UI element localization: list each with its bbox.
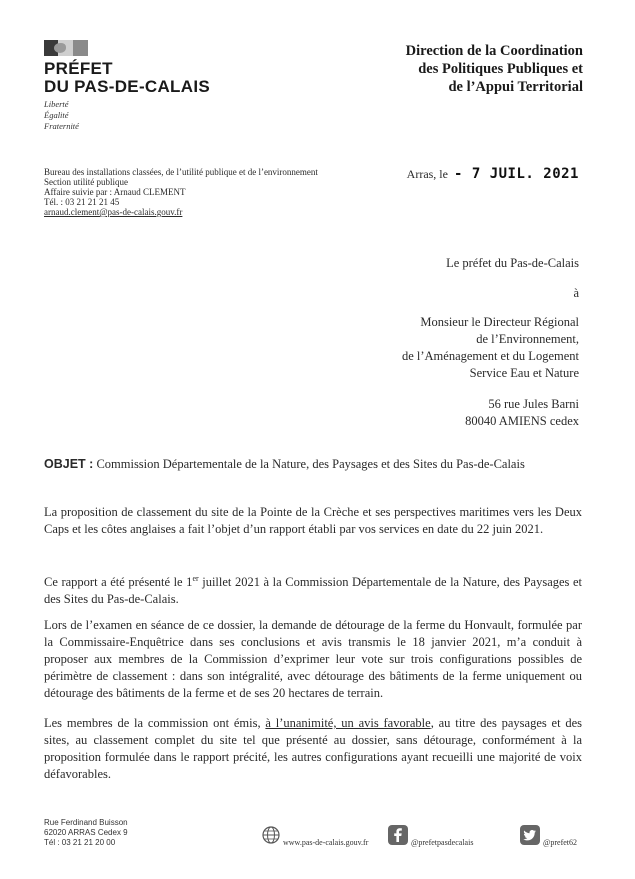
footer-street: Rue Ferdinand Buisson [44,818,128,827]
paragraph-4-underlined: à l’unanimité, un avis favorable [265,716,431,730]
paragraph-2-sup: er [192,574,199,583]
footer-twitter-text: @prefet62 [543,837,578,847]
paragraph-2-start: Ce rapport a été présenté le 1 [44,575,193,590]
recipient [402,314,579,382]
recipient-line-2: de l’Environnement, [476,332,579,346]
logo-line-2: DU PAS-DE-CALAIS [44,77,210,96]
direction-title [406,42,583,96]
twitter-icon [520,825,540,850]
prefet-logo-text [44,60,210,96]
objet-text: Commission Départementale de la Nature, des Paysages et des Sites du Pas-de-Calais [96,457,525,471]
bureau-phone: Tél. : 03 21 21 21 45 [44,197,120,207]
paragraph-1: La proposition de classement du site de la Pointe de la Crèche et ses perspectives maritimes vers les Deux Caps et les côtes anglaises a fait l’objet d’un rapport établi par vos services en date du 22 juin 2021. [44,505,582,536]
marianne-logo [44,40,88,56]
footer-website-text: www.pas-de-calais.gouv.fr [283,837,369,847]
to-label: à [573,286,579,300]
paragraph-2-end: juillet 2021 à la Commission Départementale de la Nature, des Paysages et des Sites du Pas-de-Calais. [44,575,583,607]
footer-facebook-link[interactable] [388,826,473,848]
bureau-line-3: Affaire suivie par : Arnaud CLEMENT [44,187,186,197]
recipient-address [465,396,579,430]
paragraph-4-end: , au titre des paysages et des sites, au classement complet du site tel que présenté au dossier, sans détourage, conformément à la proposition formulée dans le rapport précité, les autres configurations ayant recueilli une majorité de voix défavorables. [44,716,583,781]
paragraph-3: Lors de l’examen en séance de ce dossier, la demande de détourage de la ferme du Honvault, formulée par la Commissaire-Enquêtrice dans ses conclusions et avis transmis le 18 janvier 2021, m’a conduit à proposer aux membres de la Commission d’exprimer leur vote sur trois configurations possibles de périmètre de classement : dans son intégralité, avec détourage des bâtiments de la ferme uniquement ou détourage des bâtiments de la ferme et de ses 20 hectares de terrain. [44,618,582,700]
bureau-info [44,167,318,217]
devise [44,99,79,132]
direction-line-1: Direction de la Coordination [405,43,583,59]
footer-facebook-text: @prefetpasdecalais [411,837,474,847]
footer-city: 62020 ARRAS Cedex 9 [44,828,128,837]
recipient-line-3: de l’Aménagement et du Logement [401,349,579,363]
direction-line-3: de l’Appui Territorial [448,79,583,95]
footer-address [44,818,128,848]
bureau-line-1: Bureau des installations classées, de l’utilité publique et de l’environnement [44,167,318,177]
paragraph-4-start: Les membres de la commission ont émis, [44,716,266,730]
footer-twitter-link[interactable] [520,826,577,848]
objet-line [44,457,525,472]
address-street: 56 rue Jules Barni [488,397,579,411]
footer-phone: Tél : 03 21 21 20 00 [44,838,116,847]
sender: Le préfet du Pas-de-Calais [446,256,579,270]
date-line [407,166,579,182]
devise-egalite: Égalité [44,110,69,120]
bureau-line-2: Section utilité publique [44,177,128,187]
globe-icon [262,826,280,849]
direction-line-2: des Politiques Publiques et [418,61,583,77]
bureau-email-link[interactable]: arnaud.clement@pas-de-calais.gouv.fr [44,207,183,217]
devise-liberte: Liberté [44,99,69,109]
facebook-icon [388,825,408,850]
objet-label: OBJET : [44,457,94,471]
address-city: 80040 AMIENS cedex [465,414,579,428]
date-stamp: - 7 JUIL. 2021 [453,166,579,182]
paragraph-2 [44,570,582,608]
date-place: Arras, le [406,167,448,181]
logo-line-1: PRÉFET [44,59,113,78]
paragraph-4 [44,715,582,783]
footer-website-link[interactable] [262,827,368,847]
recipient-line-1: Monsieur le Directeur Régional [420,315,579,329]
recipient-line-4: Service Eau et Nature [469,366,579,380]
devise-fraternite: Fraternité [44,121,79,131]
